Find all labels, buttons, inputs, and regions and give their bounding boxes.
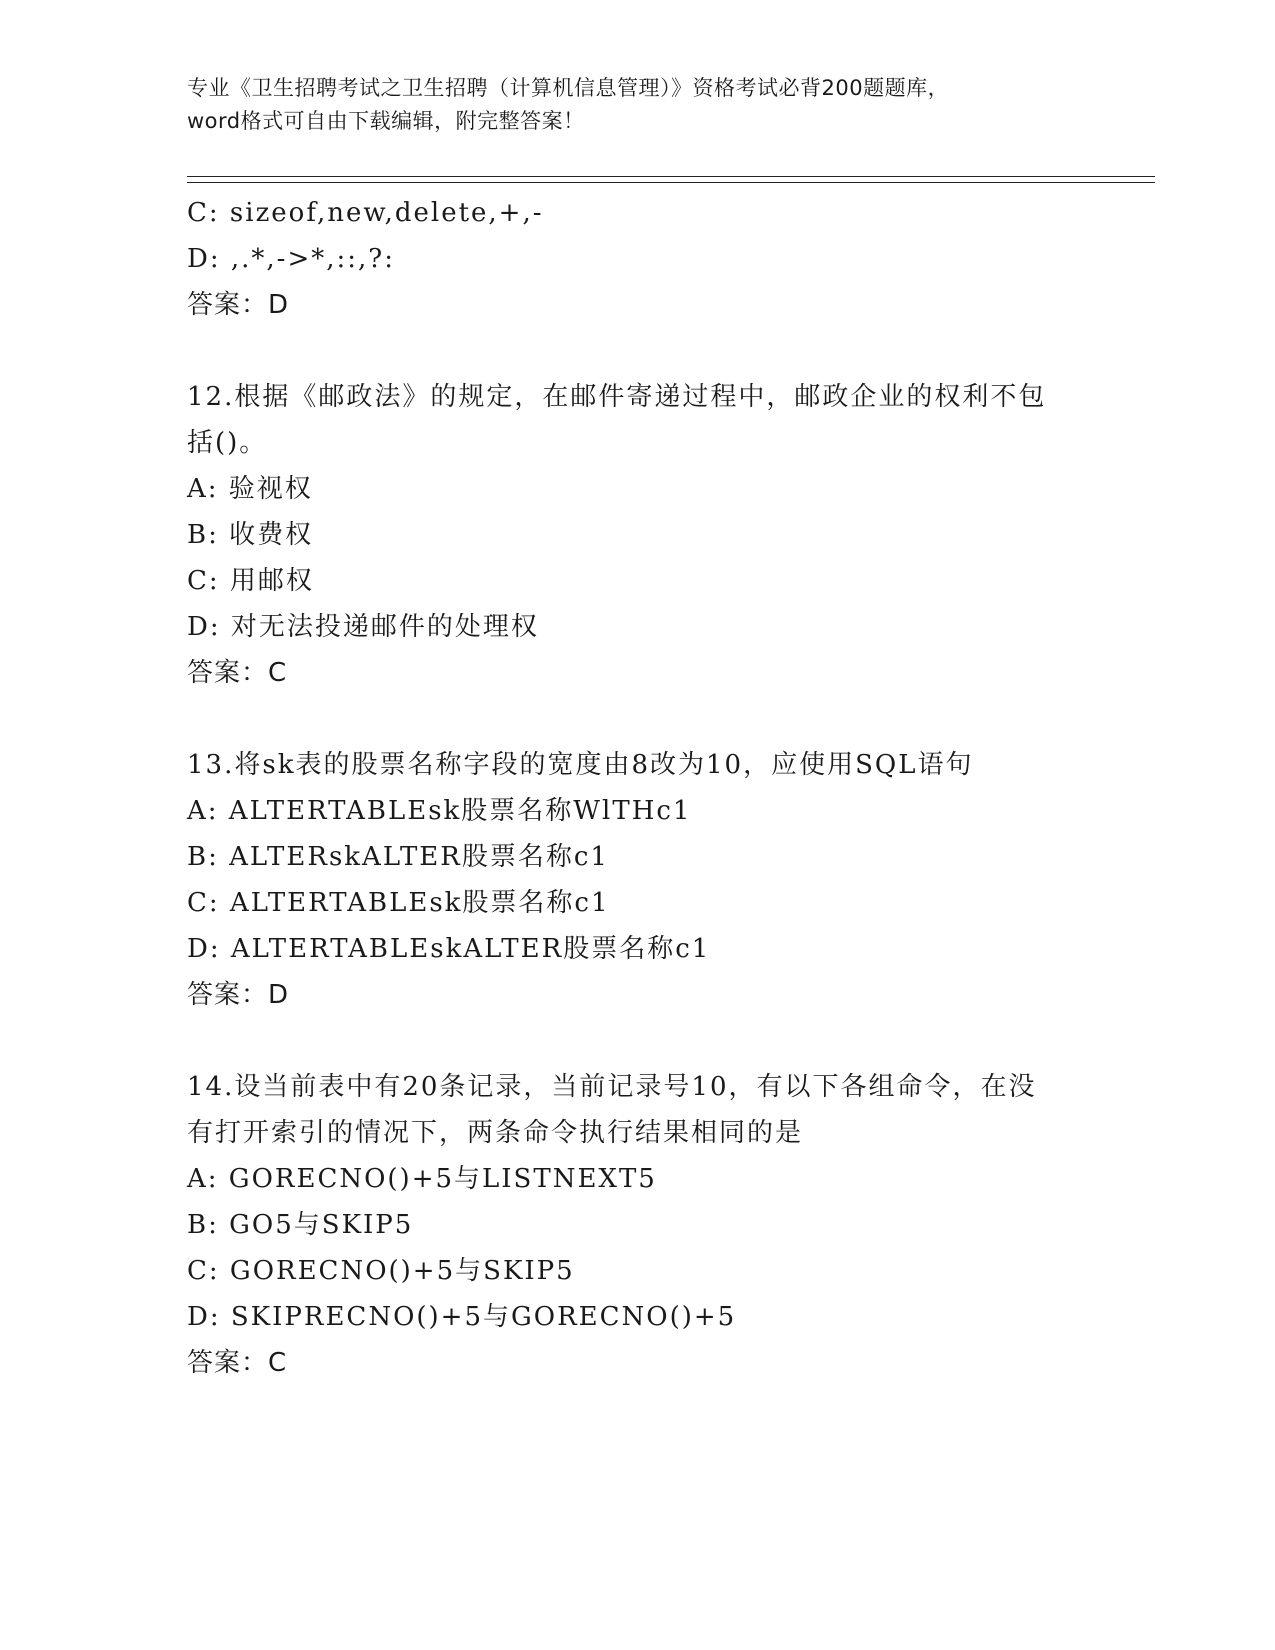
answer: 答案：D (187, 980, 290, 1010)
answer: 答案：C (187, 1348, 288, 1378)
option-d: D: ALTERTABLEskALTER股票名称c1 (187, 934, 711, 964)
header-line-1: 专业《卫生招聘考试之卫生招聘（计算机信息管理）》资格考试必背200题题库， (187, 76, 950, 100)
spacer (187, 696, 1087, 742)
question-stem-line-2: 有打开索引的情况下，两条命令执行结果相同的是 (187, 1118, 804, 1148)
header-line-2: word格式可自由下载编辑，附完整答案！ (187, 109, 585, 133)
question-stem-line-1: 13.将sk表的股票名称字段的宽度由8改为10，应使用SQL语句 (187, 750, 974, 780)
option-b: B: ALTERskALTER股票名称c1 (187, 842, 609, 872)
option-a: A: ALTERTABLEsk股票名称WlTHc1 (187, 796, 692, 826)
question-stem-line-1: 12.根据《邮政法》的规定，在邮件寄递过程中，邮政企业的权利不包 (187, 382, 1047, 412)
option-a: A: GORECNO()+5与LISTNEXT5 (187, 1164, 657, 1194)
document-body (187, 190, 1087, 1386)
question-11-tail (187, 190, 1087, 328)
spacer (187, 328, 1087, 374)
question-14 (187, 1064, 1087, 1386)
option-d: D: ,.*,->*,::,?: (187, 244, 395, 274)
header-divider-bottom (187, 182, 1155, 183)
spacer (187, 1018, 1087, 1064)
question-stem-line-2: 括()。 (187, 428, 268, 458)
answer: 答案：C (187, 658, 288, 688)
option-a: A: 验视权 (187, 474, 313, 504)
option-c: C: ALTERTABLEsk股票名称c1 (187, 888, 610, 918)
question-stem-line-1: 14.设当前表中有20条记录，当前记录号10，有以下各组命令，在没 (187, 1072, 1037, 1102)
option-c: C: sizeof,new,delete,+,- (187, 198, 544, 228)
question-12 (187, 374, 1087, 696)
option-c: C: GORECNO()+5与SKIP5 (187, 1256, 575, 1286)
option-b: B: 收费权 (187, 520, 314, 550)
option-d: D: SKIPRECNO()+5与GORECNO()+5 (187, 1302, 737, 1332)
option-b: B: GO5与SKIP5 (187, 1210, 414, 1240)
question-13 (187, 742, 1087, 1018)
option-c: C: 用邮权 (187, 566, 314, 596)
option-d: D: 对无法投递邮件的处理权 (187, 612, 539, 642)
header-divider-top (187, 176, 1155, 177)
document-header (187, 72, 1087, 138)
answer: 答案：D (187, 290, 290, 320)
